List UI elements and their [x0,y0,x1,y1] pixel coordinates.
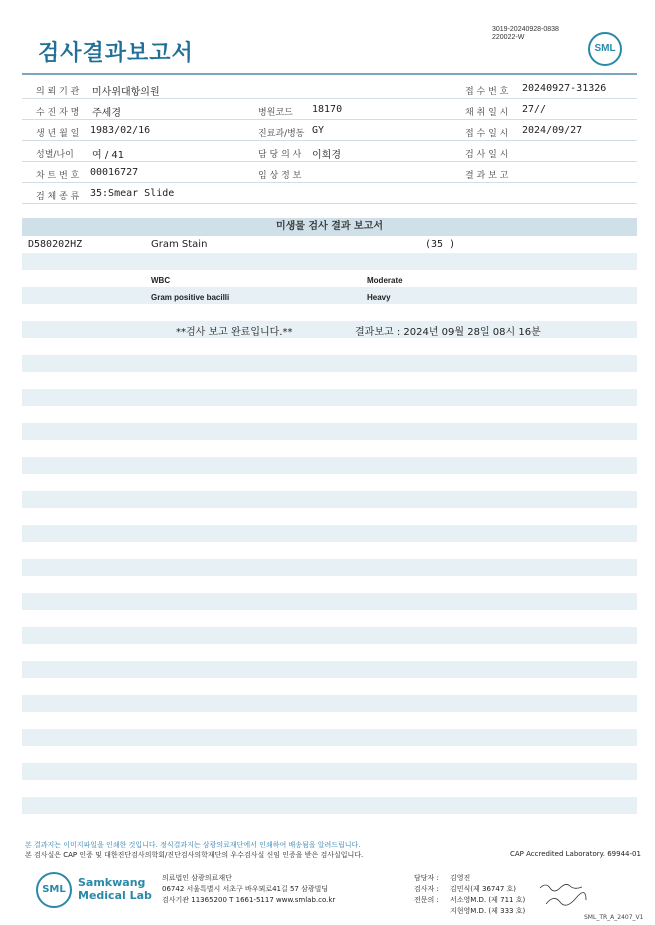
result-band-row [22,423,637,440]
result-band-row [22,457,637,474]
value-receipt-no: 20240927-31326 [522,83,607,94]
info-row-4 [22,141,637,162]
label-receipt-date: 접 수 일 시 [465,129,509,139]
result-band-row [22,627,637,644]
document-id-line1: 3019-20240928-0838 [492,26,559,33]
info-row-5 [22,162,637,183]
result-band-row [22,593,637,610]
label-clinical: 임 상 정 보 [258,171,302,181]
label-collect-date: 채 취 일 시 [465,108,509,118]
result-band-row [22,763,637,780]
staff-label-2: 검사자 : [414,885,439,893]
test-code: D580202HZ [28,239,83,250]
label-dob: 생 년 월 일 [36,129,80,139]
org-line2: 06742 서울특별시 서초구 바우뫼로41길 57 삼광빌딩 [162,885,329,893]
document-id [492,26,559,42]
result-band-row [22,389,637,406]
value-specimen: 35:Smear Slide [90,188,175,199]
value-collect-date: 27// [522,104,547,115]
brand-line2: Medical Lab [78,889,152,902]
report-complete-text: **검사 보고 완료입니다.** [176,327,293,338]
info-row-2 [22,99,637,120]
brand-name [78,876,152,902]
org-line3: 검사기관 11365200 T 1661-5117 www.smlab.co.kr [162,896,336,904]
result-name-2: Gram positive bacilli [151,293,230,302]
result-band-row [22,729,637,746]
value-doctor: 이희경 [312,150,341,161]
org-line1: 의료법인 삼광의료재단 [162,874,232,882]
label-dept: 진료과/병동 [258,129,305,139]
label-clinic: 의 뢰 기 관 [36,87,80,97]
label-receipt-no: 접 수 번 호 [465,87,509,97]
label-hosp-code: 병원코드 [258,108,293,118]
value-dob: 1983/02/16 [90,125,151,136]
label-sex-age: 성별/나이 [36,150,74,160]
label-chart: 차 트 번 호 [36,171,80,181]
info-row-3 [22,120,637,141]
result-value-2: Heavy [367,293,391,302]
result-band-row [22,321,637,338]
info-row-6 [22,183,637,204]
value-patient: 주세경 [92,108,121,119]
result-band-row [22,491,637,508]
value-receipt-date: 2024/09/27 [522,125,583,136]
info-row-1 [22,78,637,99]
staff-name-2: 김민식(제 36747 호) [450,885,516,893]
result-band-row [22,695,637,712]
specimen-count: (35 ) [425,239,456,250]
result-band-row [22,525,637,542]
value-hosp-code: 18170 [312,104,343,115]
result-band-row [22,287,637,304]
result-band-row [22,661,637,678]
page-title: 검사결과보고서 [38,41,194,66]
staff-name-4: 지현영M.D. (제 333 호) [450,907,526,915]
sml-logo [588,32,622,66]
staff-name-1: 김영진 [450,874,471,882]
label-specimen: 검 체 종 류 [36,192,80,202]
staff-label-1: 담당자 : [414,874,439,882]
staff-label-3: 전문의 : [414,896,439,904]
result-name-1: WBC [151,276,171,285]
staff-names [450,873,525,917]
result-value-1: Moderate [367,276,403,285]
document-id-line2: 220022-W [492,34,525,41]
label-test-date: 검 사 일 시 [465,150,509,160]
header-divider [22,73,637,75]
report-time: 결과보고 : 2024년 09월 28일 08시 16분 [355,327,541,338]
signature-image [538,880,588,910]
staff-labels [414,873,439,906]
result-band-row [22,253,637,270]
organization-info [162,873,335,906]
value-chart: 00016727 [90,167,139,178]
result-band-row [22,559,637,576]
result-band-row [22,797,637,814]
footer-logo-text: SML [42,884,66,895]
result-band-row [22,355,637,372]
footer-logo-icon [36,872,72,908]
brand-line1: Samkwang [78,876,146,889]
label-report: 결 과 보 고 [465,171,509,181]
notice-cap: 본 검사실은 CAP 인증 및 대한진단검사의학회/진단검사의학재단의 우수검사실 신임 인증을 받은 검사실입니다. [25,851,364,859]
value-clinic: 미사위대항의원 [92,87,160,98]
value-sex-age: 여 / 41 [92,150,125,161]
staff-name-3: 서소영M.D. (제 711 호) [450,896,526,904]
form-code: SML_TR_A_2407_V1 [584,914,644,921]
label-patient: 수 진 자 명 [36,108,80,118]
section-title: 미생물 검사 결과 보고서 [22,218,637,236]
label-doctor: 담 당 의 사 [258,150,302,160]
logo-text: SML [594,43,616,54]
test-name: Gram Stain [151,239,208,250]
cap-accreditation: CAP Accredited Laboratory. 69944-01 [510,850,641,858]
notice-image-print: 본 결과지는 이미지파일을 인쇄한 것입니다. 정식결과지는 삼광의료재단에서 인쇄하여 배송됨을 알려드립니다. [25,841,361,849]
value-dept: GY [312,125,325,136]
